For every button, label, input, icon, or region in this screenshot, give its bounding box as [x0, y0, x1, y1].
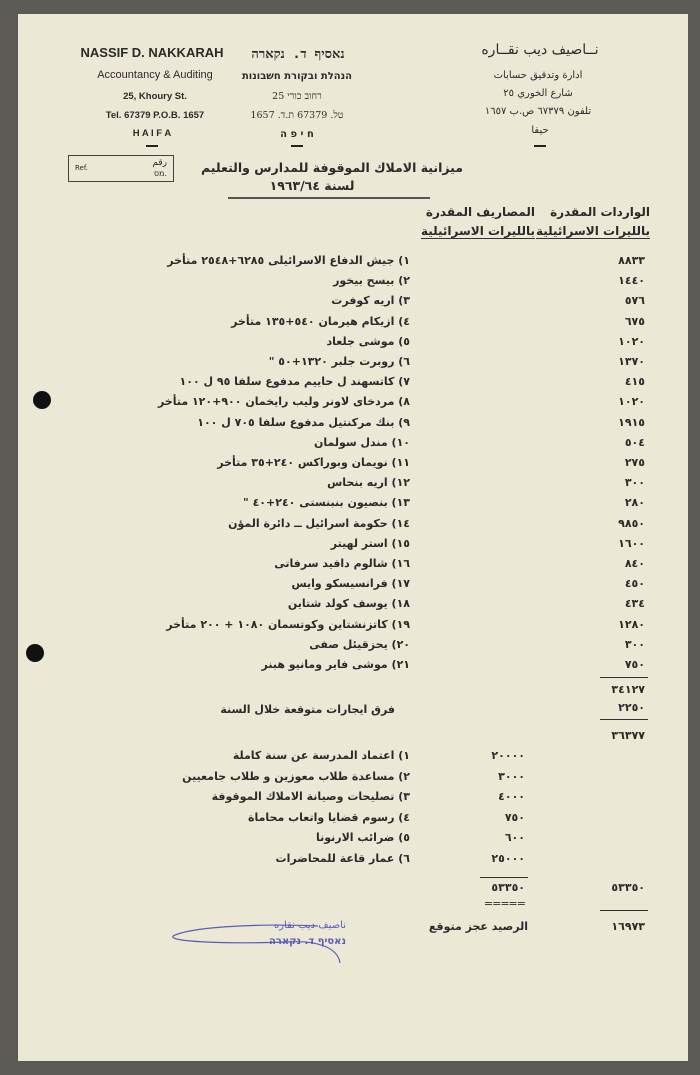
list-item-label: ٨) مردخاى لاونر وليب رايخمان ٩٠٠+١٢٠ متأخر	[157, 395, 410, 409]
reference-box	[68, 155, 174, 182]
expense-header-line1: المصاريف المقدرة	[425, 205, 535, 219]
letterhead-he-city: ח י פ ה	[280, 129, 314, 140]
list-item-label: ١٥) استر لهيتر	[330, 536, 410, 550]
list-item-amount: ١٤٤٠	[618, 274, 645, 288]
expense-column-header	[421, 203, 535, 241]
list-item-label: ١٢) اريه بنحاس	[327, 476, 410, 490]
rule	[600, 910, 648, 911]
letterhead-he-profession: הנהלת ובקורת חשבונות	[241, 71, 353, 82]
letterhead-en-address: 25, Khoury St.	[123, 91, 187, 102]
list-item-amount: ٤٥٠	[624, 577, 645, 591]
list-item-label: ١٩) كاتزنشتاين وكوتسمان ١٠٨٠ + ٢٠٠ متأخر	[166, 617, 410, 631]
punch-hole	[26, 644, 44, 662]
signature-stamp	[168, 918, 358, 968]
list-item-amount: ٣٠٠	[624, 637, 645, 651]
list-item-amount: ١٣٧٠	[618, 355, 645, 368]
list-item-label: ٤) ازيكام هيرمان ٥٤٠+١٣٥ متأخر	[231, 314, 410, 328]
list-item-amount: ٤٣٤	[624, 597, 645, 611]
expense-total-income-column: ٥٣٣٥٠	[611, 881, 645, 894]
letterhead-he-name: נאסיף ד. נקארה	[251, 47, 345, 62]
list-item-amount: ٢٠٠٠٠	[491, 749, 525, 762]
list-item-amount: ٧٥٠	[504, 810, 525, 824]
list-item-label: ٩) بنك مركنتيل مدفوع سلفا ٧٠٥ ل ١٠٠	[197, 415, 410, 429]
list-item-amount: ٣٠٠٠	[498, 769, 525, 783]
letterhead-he-address: רחוב כורי 25	[272, 91, 322, 102]
list-item-label: ٢١) موشى فاير ومانيو هبنر	[261, 658, 410, 671]
document-title: ميزانية الاملاك الموقوفة للمدارس والتعليم	[201, 160, 463, 175]
list-item-label: ٢) مساعدة طلاب معوزين و طلاب جامعيين	[182, 769, 410, 783]
list-item-label: ١) اعتماد المدرسة عن سنة كاملة	[232, 749, 410, 762]
list-item-amount: ١٢٨٠	[618, 617, 645, 631]
divider	[534, 145, 546, 147]
income-header-line2: بالليرات الاسرائيلية	[535, 224, 650, 238]
rent-difference-amount: ٢٢٥٠	[618, 701, 645, 714]
list-item-label: ٥) موشى جلعاد	[326, 334, 410, 348]
ref-label-ar: رقم	[152, 158, 167, 168]
divider	[291, 145, 303, 147]
income-header-line1: الواردات المقدرة	[550, 205, 650, 219]
ref-label-he: מס.	[153, 169, 167, 178]
list-item-amount: ٣٠٠	[624, 476, 645, 490]
document-subtitle: لسنة ١٩٦٣/٦٤	[269, 178, 355, 193]
balance-label: الرصيد عجز متوقع	[428, 920, 528, 933]
ref-label-en: Ref.	[75, 164, 89, 172]
list-item-label: ٦) روبرت جلبر ١٣٢٠+٥٠ "	[268, 355, 410, 368]
list-item-amount: ٩٨٥٠	[618, 516, 645, 530]
list-item-label: ١٣) بنصيون بنبنستى ٢٤٠+٤٠ "	[243, 496, 410, 510]
balance-amount: ١٦٩٧٣	[611, 920, 645, 933]
punch-hole	[33, 391, 51, 409]
list-item-amount: ١٩١٥	[618, 415, 645, 429]
divider	[146, 145, 158, 147]
rent-difference-label: فرق ايجارات متوقعة خلال السنة	[220, 703, 395, 716]
rule	[480, 877, 528, 878]
list-item-amount: ١٠٢٠	[618, 334, 645, 348]
list-item-label: ١١) نويمان وبوراكس ٢٤٠+٣٥ متأخر	[217, 456, 410, 469]
double-rule: =====	[483, 897, 525, 910]
list-item-label: ١٦) شالوم دافيد سرفاتى	[274, 557, 410, 570]
list-item-label: ١٧) فرانسيسكو وايس	[291, 577, 410, 591]
stamp-line-ar: ناصيف ديب نقاره	[273, 920, 346, 931]
list-item-label: ١) جيش الدفاع الاسرائيلى ٦٢٨٥+٢٥٤٨ متأخر	[167, 254, 410, 267]
list-item-amount: ٨٤٠	[624, 557, 645, 570]
letterhead-ar-contact: تلفون ٦٧٣٧٩ ص.ب ١٦٥٧	[484, 106, 592, 117]
letterhead-en-name: NASSIF D. NAKKARAH	[80, 45, 224, 60]
list-item-amount: ٢٥٠٠٠	[491, 852, 525, 865]
list-item-label: ٦) عمار قاعة للمحاضرات	[275, 852, 410, 865]
list-item-label: ٤) رسوم قضايا واتعاب محاماة	[247, 810, 410, 824]
rule	[600, 677, 648, 678]
letterhead-ar-city: حيفا	[531, 125, 549, 136]
list-item-amount: ٦٧٥	[624, 314, 645, 328]
expense-total: ٥٣٣٥٠	[491, 881, 525, 894]
stamp-line-he: נאסיף ד. נקארה	[268, 936, 346, 947]
letterhead-en-profession: Accountancy & Auditing	[97, 69, 213, 81]
expense-header-line2: بالليرات الاسرائيلية	[420, 224, 535, 238]
letterhead-he-contact: טל. 67379 ת.ד. 1657	[250, 110, 344, 121]
list-item-label: ١٠) مندل سولمان	[313, 435, 410, 449]
title-underline	[228, 197, 430, 199]
list-item-label: ٢) بيسح بيخور	[333, 274, 410, 288]
rule	[600, 719, 648, 720]
list-item-label: ٢٠) يحزقيئل صفى	[309, 637, 410, 651]
letterhead-ar-name: نــاصيف ديب نقــاره	[481, 42, 599, 58]
list-item-label: ٧) كاتسهند ل حاييم مدفوع سلفا ٩٥ ل ١٠٠	[179, 375, 410, 389]
list-item-amount: ٥٧٦	[624, 294, 645, 308]
income-subtotal: ٣٤١٢٧	[611, 683, 645, 696]
list-item-amount: ٧٥٠	[624, 658, 645, 671]
letterhead-en-city: H A I F A	[132, 128, 172, 139]
list-item-label: ١٤) حكومة اسرائيل ــ دائرة المؤن	[228, 516, 410, 530]
list-item-amount: ٨٨٣٣	[618, 254, 645, 267]
list-item-amount: ٥٠٤	[624, 435, 645, 449]
list-item-amount: ١٦٠٠	[618, 536, 645, 550]
income-total: ٣٦٣٧٧	[611, 729, 645, 742]
list-item-label: ٥) ضرائب الارنونا	[315, 831, 410, 845]
list-item-amount: ٢٧٥	[624, 456, 645, 469]
letterhead-ar-profession: ادارة وتدقيق حسابات	[493, 70, 583, 81]
list-item-label: ٣) اريه كوفرت	[331, 294, 410, 308]
list-item-amount: ٦٠٠	[504, 831, 525, 845]
list-item-amount: ١٠٢٠	[618, 395, 645, 409]
list-item-label: ١٨) يوسف كولد شتاين	[287, 597, 410, 611]
list-item-label: ٣) تصليحات وصيانة الاملاك الموقوفة	[211, 790, 410, 804]
list-item-amount: ٤٠٠٠	[498, 790, 525, 804]
letterhead-ar-address: شارع الخوري ٢٥	[503, 88, 573, 99]
letterhead-en-contact: Tel. 67379 P.O.B. 1657	[105, 110, 205, 121]
income-column-header	[536, 203, 650, 241]
list-item-amount: ٤١٥	[624, 375, 645, 389]
list-item-amount: ٢٨٠	[624, 496, 645, 510]
